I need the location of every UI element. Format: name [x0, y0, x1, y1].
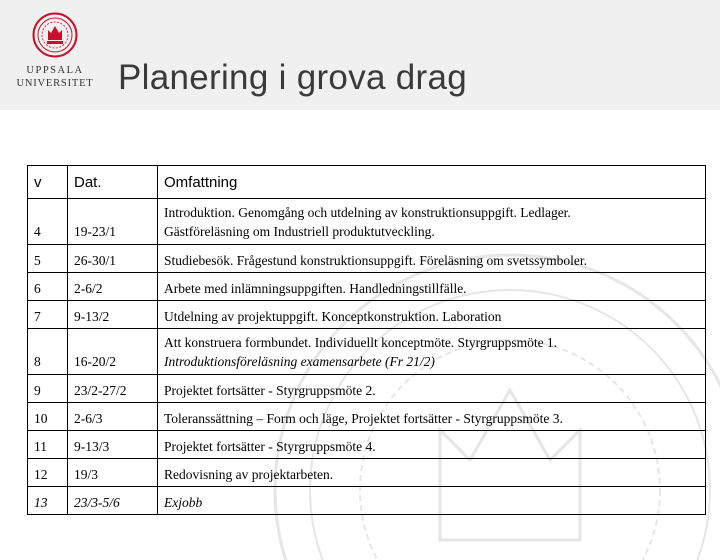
page-title: Planering i grova drag	[118, 58, 468, 97]
table-row	[28, 245, 706, 273]
week-cell: 4	[28, 199, 68, 245]
date-cell: 19/3	[68, 459, 158, 487]
header-date: Dat.	[68, 166, 158, 199]
date-cell: 2-6/3	[68, 403, 158, 431]
table-row	[28, 431, 706, 459]
date-cell: 19-23/1	[68, 199, 158, 245]
content-line: Introduktion. Genomgång och utdelning av konstruktionsuppgift. Ledlager.	[164, 205, 571, 220]
university-logo	[14, 12, 96, 96]
content-line: Att konstruera formbundet. Individuellt konceptmöte. Styrgruppsmöte 1.	[164, 335, 558, 350]
table-row	[28, 403, 706, 431]
content-cell: Arbete med inlämningsuppgiften. Handledningstillfälle.	[158, 273, 706, 301]
week-cell: 7	[28, 301, 68, 329]
date-cell: 26-30/1	[68, 245, 158, 273]
date-cell: 9-13/2	[68, 301, 158, 329]
content-line-italic: Introduktionsföreläsning examensarbete (Fr 21/2)	[164, 354, 435, 369]
content-cell	[158, 329, 706, 375]
content-cell	[158, 199, 706, 245]
week-cell: 8	[28, 329, 68, 375]
table-header-row	[28, 166, 706, 199]
content-cell: Projektet fortsätter - Styrgruppsmöte 4.	[158, 431, 706, 459]
week-cell: 10	[28, 403, 68, 431]
content-cell: Studiebesök. Frågestund konstruktionsuppgift. Föreläsning om svetssymboler.	[158, 245, 706, 273]
logo-text-universitet: UNIVERSITET	[16, 78, 94, 89]
date-cell: 23/2-27/2	[68, 375, 158, 403]
schedule-table	[27, 165, 706, 515]
week-cell: 9	[28, 375, 68, 403]
content-cell: Toleranssättning – Form och läge, Projektet fortsätter - Styrgruppsmöte 3.	[158, 403, 706, 431]
table-row	[28, 459, 706, 487]
date-cell: 23/3-5/6	[68, 487, 158, 515]
logo-text-uppsala: UPPSALA	[26, 65, 84, 76]
week-cell: 11	[28, 431, 68, 459]
content-cell: Exjobb	[158, 487, 706, 515]
table-row	[28, 329, 706, 375]
content-cell: Redovisning av projektarbeten.	[158, 459, 706, 487]
week-cell: 6	[28, 273, 68, 301]
date-cell: 9-13/3	[68, 431, 158, 459]
content-cell: Projektet fortsätter - Styrgruppsmöte 2.	[158, 375, 706, 403]
table-row	[28, 199, 706, 245]
date-cell: 2-6/2	[68, 273, 158, 301]
content-line: Gästföreläsning om Industriell produktutveckling.	[164, 224, 435, 239]
table-row	[28, 301, 706, 329]
table-row	[28, 487, 706, 515]
week-cell: 13	[28, 487, 68, 515]
week-cell: 12	[28, 459, 68, 487]
content-cell: Utdelning av projektuppgift. Konceptkonstruktion. Laboration	[158, 301, 706, 329]
date-cell: 16-20/2	[68, 329, 158, 375]
university-seal-icon	[32, 12, 78, 58]
table-row	[28, 273, 706, 301]
header-content: Omfattning	[158, 166, 706, 199]
table-row	[28, 375, 706, 403]
slide-header	[0, 0, 720, 110]
header-week: v	[28, 166, 68, 199]
week-cell: 5	[28, 245, 68, 273]
